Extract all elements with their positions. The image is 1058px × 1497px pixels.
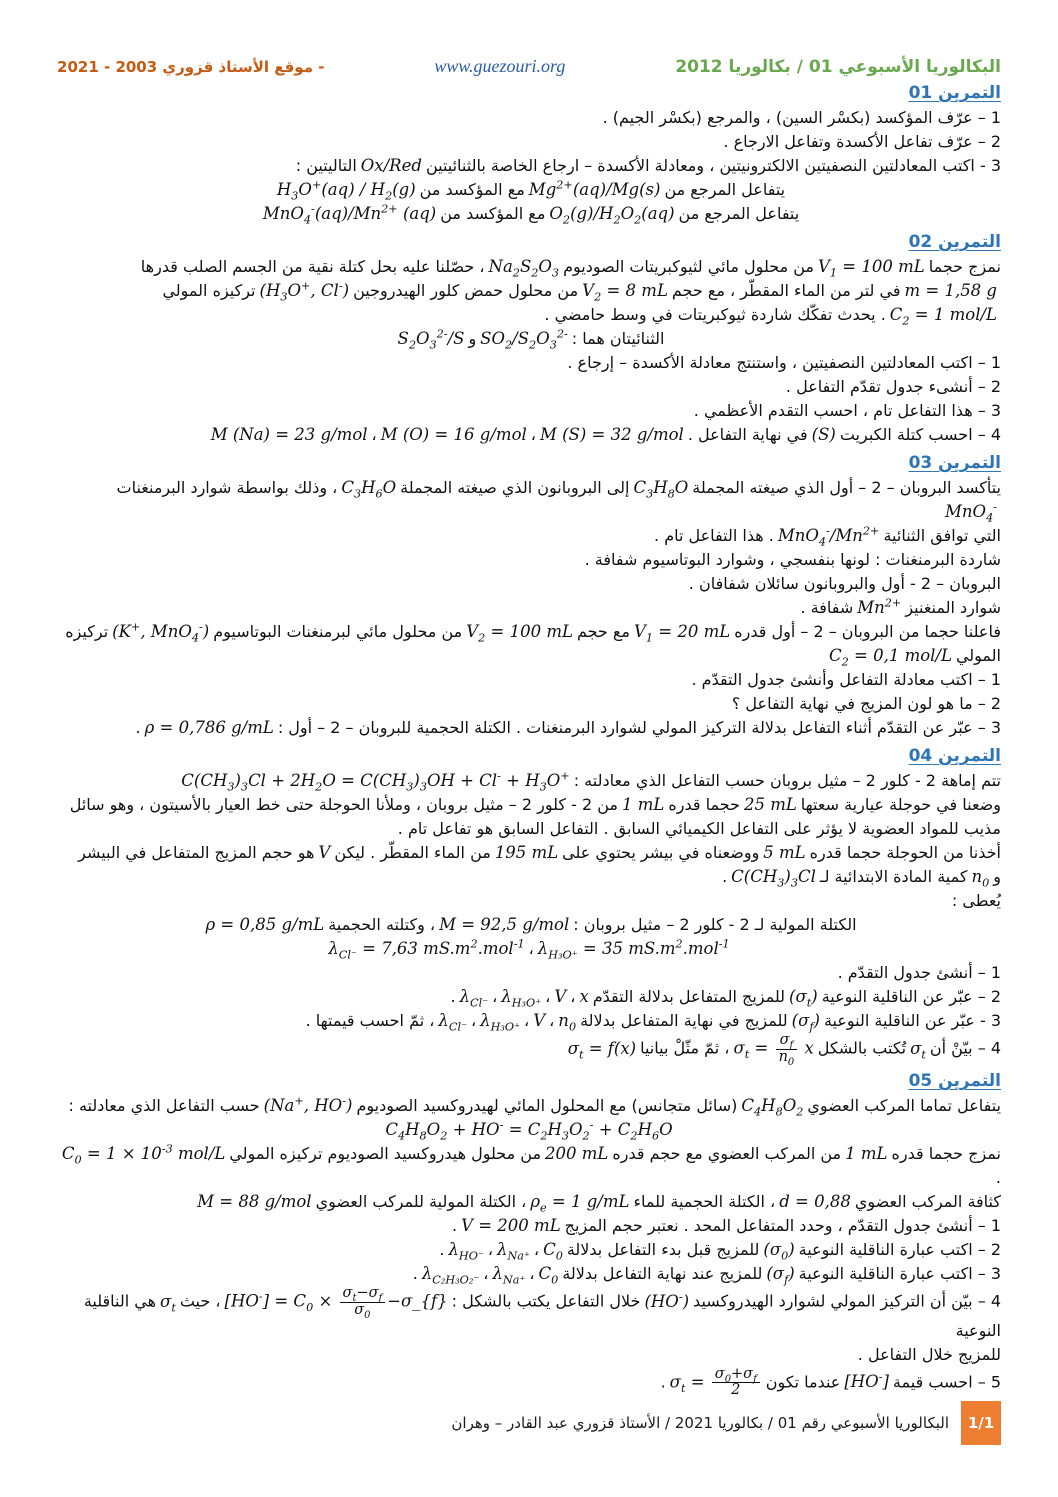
arabic-text: ، [487, 1240, 493, 1260]
arabic-text: ، حصّلنا عليه بحل كتلة نقية من الجسم الصلب قدرها [140, 257, 485, 276]
math-formula: $\sigma_t = f(x)$ [567, 1038, 637, 1061]
math-formula: $V_2 = 8$ mL [582, 281, 668, 304]
arabic-text: 3 – اكتب عبارة الناقلية النوعية [798, 1264, 1001, 1284]
math-formula: $\rho_e = 1$ g/mL [530, 1192, 630, 1215]
exercise-heading: التمرين 04 [908, 746, 1001, 766]
arabic-text: 2 – عبّر عن الناقلية النوعية [821, 987, 1001, 1006]
arabic-text: يُعطى : [951, 891, 1001, 910]
page-header [57, 56, 1001, 77]
exercise-section [57, 453, 1001, 740]
math-formula: (K+, MnO$_4$-) [112, 620, 210, 645]
arabic-text: ، [371, 425, 377, 444]
math-formula: $\lambda_{Na^+}$ [496, 1240, 530, 1263]
arabic-text: الثنائيتان هما : [571, 329, 665, 348]
arabic-text: 1 – أنشئ جدول التقدّم . [837, 963, 1001, 982]
arabic-text: أخذنا من الحوجلة حجما قدره [809, 843, 1001, 862]
exercise-heading: التمرين 03 [908, 453, 1001, 473]
arabic-text: شاردة البرمنغنات : لونها بنفسجي ، وشوارد البوتاسيوم شفافة . [584, 550, 1001, 569]
math-formula: d = 0,88 [779, 1192, 851, 1212]
math-formula: $\lambda_{Cl^-} = 7,63$ $mS.m^2.mol^{-1}$ [328, 937, 525, 962]
arabic-text: للمزيج خلال التفاعل . [857, 1344, 1001, 1364]
text-line [57, 1286, 1001, 1342]
text-line [57, 1118, 1001, 1142]
text-line [57, 1343, 1001, 1367]
arabic-text: هو حجم المزيج المتفاعل في البيشر [78, 843, 315, 862]
math-formula: ($H_3O^+$, Cl-) [259, 279, 350, 304]
math-formula: $C(CH_3)_3Cl$ [731, 867, 816, 890]
header-credit: - موقع الأستاذ قزوري 2003 - 2021 [57, 58, 325, 76]
arabic-text: من محلول مائي لثيوكبريتات الصوديوم [563, 257, 814, 276]
math-formula: $C(CH_3)_3Cl + 2H_2O = C(CH_3)_3OH + Cl^- + H_3O^+$ [181, 769, 570, 794]
math-formula: V = 200 mL [461, 1216, 561, 1236]
text-line [57, 692, 1001, 716]
math-formula: $V_1 = 100$ mL [817, 257, 925, 280]
text-line [57, 596, 1001, 620]
arabic-text: الكتلة المولية لـ 2 - كلور 2 – مثيل بروبان : [573, 915, 857, 934]
arabic-text: . [995, 1168, 1001, 1188]
arabic-text: 3 - اكتب المعادلتين النصفيتين الالكترونيتين ، ومعادلة الأكسدة – ارجاع الخاصة بالثنائيتين [425, 156, 1001, 175]
arabic-text: 5 – احسب قيمة [892, 1372, 1001, 1392]
text-line [57, 327, 1001, 351]
arabic-text: 1 – عرّف المؤكسد (بكسْر السين) ، والمرجع (بكسْر الجيم) . [602, 108, 1001, 127]
text-line [57, 255, 1001, 279]
text-line [57, 1032, 1001, 1068]
website-link[interactable]: www.guezouri.org [434, 56, 566, 76]
arabic-text: 4 – بيّن أن التركيز المولي لشوارد الهيدروكسيد [693, 1292, 1001, 1312]
arabic-text: 3 - عبّر عن الناقلية النوعية [823, 1011, 1001, 1030]
math-formula: V [533, 1011, 546, 1030]
arabic-text: مع حجم [576, 622, 630, 641]
text-line [57, 1190, 1001, 1214]
arabic-text: 2 – ما هو لون المزيج في نهاية التفاعل ؟ [731, 694, 1001, 713]
math-formula: $C_0 = 1 \times 10^{-3}$ mol/L [61, 1142, 226, 1167]
exercise-heading: التمرين 01 [908, 83, 1001, 103]
arabic-text: حسب التفاعل الذي معادلته : [68, 1096, 260, 1116]
text-line [57, 154, 1001, 178]
arabic-text: للمزيج المتفاعل بدلالة التقدّم [592, 987, 786, 1006]
text-line [57, 524, 1001, 548]
arabic-text: . [722, 867, 728, 886]
math-formula: $(\sigma_0)$ [763, 1240, 795, 1263]
math-formula: $H_3O^+(aq) / H_2(g)$ [276, 178, 416, 203]
exercise-heading: التمرين 02 [908, 232, 1001, 252]
math-formula: 25 mL [743, 795, 797, 814]
math-formula: V [318, 843, 331, 862]
arabic-text: المولي [955, 646, 1001, 665]
arabic-text: ووضعناه في بيشر يحتوي على [562, 843, 760, 862]
arabic-text: 1 – أنشئ جدول التقدّم ، وحدد المتفاعل المحد . نعتبر حجم المزيج [564, 1216, 1001, 1236]
math-formula: V [554, 987, 567, 1006]
exercise-section [57, 1071, 1001, 1399]
math-formula: m = 1,58 g [904, 281, 997, 300]
arabic-text: للمزيج عند نهاية التفاعل بدلالة [562, 1264, 763, 1284]
math-formula: $\sigma_t$ [160, 1292, 176, 1315]
arabic-text: مع المؤكسد من [419, 180, 525, 199]
text-line [57, 106, 1001, 130]
arabic-text: في لتر من الماء المقطّر ، مع حجم [671, 281, 901, 300]
arabic-text: ، [545, 987, 551, 1006]
math-formula: $V_1 = 20$ mL [633, 622, 731, 645]
arabic-text: ، [492, 987, 498, 1006]
arabic-text: من 2 - كلور 2 – مثيل بروبان ، وملأنا الحوجلة حتى خط العيار بالأسيتون ، وهو سائل [69, 795, 618, 814]
exercise-section [57, 746, 1001, 1068]
math-formula: $[HO^-] = C_0$ × $\frac{\sigma_t-\sigma_f}{\sigma_0}$ −σ_{f} [224, 1285, 448, 1321]
text-line [57, 1262, 1001, 1286]
text-line [57, 961, 1001, 985]
text-line [57, 178, 1001, 202]
arabic-text: شفافة . [800, 598, 854, 617]
math-formula: $\lambda_{Na^+}$ [492, 1264, 526, 1287]
arabic-text: تركيزه [65, 622, 109, 641]
text-line [57, 476, 1001, 524]
text-line [57, 423, 1001, 447]
arabic-text: ، ثمّ احسب قيمتها . [305, 1011, 435, 1030]
arabic-text: ، [549, 1011, 555, 1030]
math-formula: $(\sigma_f)$ [766, 1264, 795, 1287]
math-formula: $\sigma_t$ = $\frac{\sigma_0+\sigma_f}{2}$ [670, 1367, 762, 1399]
text-line [57, 572, 1001, 596]
arabic-text: . [450, 987, 456, 1006]
arabic-text: تتم إماهة 2 - كلور 2 – مثيل بروبان حسب التفاعل الذي معادلته : [573, 771, 1001, 790]
math-formula: 1 mL [845, 1144, 888, 1164]
arabic-text: يتفاعل المرجع من [678, 204, 800, 223]
arabic-text: 2 – أنشىء جدول تقدّم التفاعل . [785, 377, 1001, 396]
text-line [57, 817, 1001, 841]
math-formula: M (O) = 16 g/mol [380, 425, 527, 444]
math-formula: (HO-) [644, 1290, 690, 1312]
math-formula: $\sigma_t$ [910, 1038, 926, 1061]
math-formula: ρ = 0,85 g/mL [205, 915, 325, 934]
text-line [57, 841, 1001, 865]
arabic-text: مذيب للمواد العضوية لا يؤثر على التفاعل الكيميائي السابق . التفاعل السابق هو تفاعل تام . [397, 819, 1001, 838]
arabic-text: خلال التفاعل يكتب بالشكل : [451, 1292, 641, 1312]
arabic-text: ، وكتلته الحجمية [328, 915, 436, 934]
math-formula: 195 mL [494, 843, 559, 862]
arabic-text: ، حيث [179, 1292, 221, 1312]
arabic-text: وضعنا في حوجلة عيارية سعتها [800, 795, 1001, 814]
math-formula: $\lambda_{C_2H_3O_2^-}$ [421, 1264, 480, 1287]
page-footer [57, 1401, 1001, 1445]
text-line [57, 644, 1001, 668]
math-formula: $SO_2/S_2O_3^{2-}$ [480, 327, 568, 352]
arabic-text: في نهاية التفاعل . [687, 425, 808, 444]
arabic-text: للمزيج في نهاية المتفاعل بدلالة [580, 1011, 788, 1030]
header-title: البكالوريا الأسبوعي 01 / بكالوريا 2012 [675, 57, 1001, 77]
arabic-text: يتفاعل المرجع من [664, 180, 786, 199]
text-line [57, 865, 1001, 889]
math-formula: $C_3H_8O$ [633, 478, 689, 501]
text-line [57, 303, 1001, 327]
arabic-text: يتفاعل تماما المركب العضوي [807, 1096, 1001, 1116]
arabic-text: هي الناقلية النوعية [83, 1292, 1001, 1340]
arabic-text: كمية المادة الابتدائية لـ [819, 867, 968, 886]
arabic-text: 1 – اكتب المعادلتين النصفيتين ، واستنتج معادلة الأكسدة – إرجاع . [567, 353, 1001, 372]
arabic-text: . يحدث تفكّك شاردة ثيوكبريتات في وسط حامضي . [544, 305, 886, 324]
arabic-text: . [412, 1264, 418, 1284]
math-formula: $MnO_4^-(aq)/Mn^{2+}$ (aq) [262, 202, 437, 227]
arabic-text: . [451, 1216, 458, 1236]
text-line [57, 668, 1001, 692]
math-formula: ρ = 0,786 g/mL [144, 718, 274, 737]
text-line [57, 375, 1001, 399]
math-formula: $n_0$ [971, 867, 990, 890]
math-formula: $\lambda_{Cl^-}$ [459, 987, 489, 1010]
math-formula: (Na+, HO-) [263, 1094, 353, 1116]
arabic-text: ، [529, 1264, 535, 1284]
arabic-text: 1 – اكتب معادلة التفاعل وأنشئ جدول التقدّم . [691, 670, 1001, 689]
arabic-text: ، وذلك بواسطة شوارد البرمنغنات [116, 478, 338, 497]
arabic-text: يتأكسد البروبان – 2 – أول الذي صيغته المجملة [692, 478, 1001, 497]
text-line [57, 1238, 1001, 1262]
math-formula: $\lambda_{H_3O^+}$ [480, 1011, 521, 1034]
math-formula: $\lambda_{H_3O^+} = 35$ $mS.m^2.mol^{-1}$ [537, 937, 730, 962]
arabic-text: . [439, 1240, 445, 1260]
math-formula: MnO$_4$- [945, 500, 997, 525]
math-formula: $MnO_4^-/Mn^{2+}$ [777, 524, 880, 549]
math-formula: $Na_2S_2O_3$ [488, 257, 560, 280]
math-formula: (S) [811, 425, 836, 444]
text-line [57, 1142, 1001, 1190]
arabic-text: التاليتين : [295, 156, 357, 175]
text-line [57, 548, 1001, 572]
arabic-text: (سائل متجانس) مع المحلول المائي لهيدروكسيد الصوديوم [356, 1096, 738, 1116]
arabic-text: شوارد المنغنيز [905, 598, 1001, 617]
math-formula: $C_0$ [543, 1240, 563, 1263]
arabic-text: 4 – احسب كتلة الكبريت [839, 425, 1001, 444]
arabic-text: . [660, 1372, 666, 1392]
arabic-text: نمزج حجما [928, 257, 1001, 276]
math-formula: $C_3H_6O$ [341, 478, 397, 501]
math-formula: Ox/Red [360, 156, 422, 175]
arabic-text: فاعلنا حجما من البروبان – 2 – أول قدره [734, 622, 1001, 641]
arabic-text: كثافة المركب العضوي [854, 1192, 1001, 1212]
math-formula: $Mg^{2+}(aq)/Mg(s)$ [528, 178, 661, 199]
math-formula: $C_4H_8O_2 + HO^- = C_2H_3O_2^- + C_2H_6O$ [385, 1118, 673, 1143]
arabic-text: التي توافق الثنائية [883, 526, 1001, 545]
arabic-text: ، ثمّ مثّلْ بيانيا [640, 1038, 730, 1058]
arabic-text: ، الكتلة المولية للمركب العضوي [315, 1192, 527, 1212]
math-formula: $C_4H_8O_2$ [741, 1096, 804, 1119]
arabic-text: ، [530, 425, 536, 444]
arabic-text: مع المؤكسد من [440, 204, 546, 223]
text-line [57, 793, 1001, 817]
math-formula: $\sigma_t$ = $\frac{\sigma_f}{n_0}$ x [733, 1032, 814, 1068]
text-line [57, 202, 1001, 226]
math-formula: $(\sigma_f)$ [791, 1011, 820, 1034]
arabic-text: و [993, 867, 1001, 886]
math-formula: 200 mL [545, 1144, 609, 1164]
text-line [57, 889, 1001, 913]
arabic-text: تركيزه المولي [162, 281, 256, 300]
math-formula: M (S) = 32 g/mol [539, 425, 684, 444]
math-formula: M = 88 g/mol [197, 1192, 312, 1212]
arabic-text: ، [470, 1011, 477, 1030]
math-formula: $(\sigma_t)$ [789, 987, 818, 1010]
math-formula: $C_2 = 1$ mol/L [889, 305, 997, 328]
arabic-text: و [468, 329, 477, 348]
text-line [57, 351, 1001, 375]
arabic-text: 2 – عرّف تفاعل الأكسدة وتفاعل الارجاع . [723, 132, 1001, 151]
arabic-text: من الماء المقطّر . ليكن [334, 843, 491, 862]
math-formula: $V_2 = 100$ mL [466, 622, 573, 645]
text-line [57, 399, 1001, 423]
arabic-text: حجما قدره [668, 795, 740, 814]
arabic-text: من محلول هيدروكسيد الصوديوم تركيزه المولي [229, 1144, 542, 1164]
math-formula: x [579, 987, 589, 1006]
math-formula: $C_2 = 0,1$ mol/L [829, 646, 952, 669]
text-line [57, 1367, 1001, 1399]
arabic-text: 3 – هذا التفاعل تام ، احسب التقدم الأعظمي . [693, 401, 1001, 420]
text-line [57, 1214, 1001, 1238]
arabic-text: تُكتب بالشكل [817, 1038, 907, 1058]
arabic-text: ، [528, 939, 534, 958]
arabic-text: ، الكتلة الحجمية للماء [633, 1192, 776, 1212]
text-line [57, 130, 1001, 154]
math-formula: M = 92,5 g/mol [439, 915, 570, 934]
arabic-text: إلى البروبانون الذي صيغته المجملة [400, 478, 630, 497]
exercise-section [57, 232, 1001, 447]
text-line [57, 279, 1001, 303]
math-formula: $Mn^{2+}$ [857, 596, 902, 617]
text-line [57, 716, 1001, 740]
math-formula: $\lambda_{Cl^-}$ [438, 1011, 467, 1034]
math-formula: $S_2O_3^{2-}/S$ [397, 327, 465, 352]
arabic-text: نمزج حجما قدره [891, 1144, 1001, 1164]
arabic-text: للمزيج قبل بدء التفاعل بدلالة [566, 1240, 760, 1260]
math-formula: 5 mL [763, 843, 806, 862]
math-formula: M (Na) = 23 g/mol [210, 425, 368, 444]
exercises-container [57, 83, 1001, 1399]
text-line [57, 937, 1001, 961]
text-line [57, 620, 1001, 644]
arabic-text: ، [483, 1264, 489, 1284]
exercise-section [57, 83, 1001, 226]
arabic-text: عندما تكون [765, 1372, 841, 1392]
math-formula: $n_0$ [558, 1011, 577, 1034]
arabic-text: من محلول مائي لبرمنغنات البوتاسيوم [213, 622, 463, 641]
text-line [57, 985, 1001, 1009]
math-formula: 1 mL [622, 795, 665, 814]
math-formula: $\lambda_{HO^-}$ [448, 1240, 484, 1263]
arabic-text: ، [570, 987, 576, 1006]
arabic-text: . هذا التفاعل تام . [654, 526, 774, 545]
arabic-text: . [135, 718, 141, 737]
exercise-heading: التمرين 05 [908, 1071, 1001, 1092]
text-line [57, 1009, 1001, 1033]
arabic-text: 3 – عبّر عن التقدّم أثناء التفاعل بدلالة التركيز المولي لشوارد البرمنغنات . الكتلة الحجمية للبروبان – 2 – أول : [277, 718, 1001, 737]
math-formula: $O_2(g)/H_2O_2(aq)$ [549, 204, 675, 227]
arabic-text: البروبان – 2 - أول والبروبانون سائلان شفافان . [688, 574, 1001, 593]
arabic-text: 2 – اكتب عبارة الناقلية النوعية [798, 1240, 1001, 1260]
math-formula: $C_0$ [538, 1264, 559, 1287]
text-line [57, 913, 1001, 937]
footer-text: البكالوريا الأسبوعي رقم 01 / بكالوريا 2021 / الأستاذ قزوري عبد القادر – وهران [451, 1414, 949, 1432]
page-number-badge: 1/1 [961, 1401, 1001, 1445]
math-formula: [HO-] [844, 1370, 889, 1392]
math-formula: $\lambda_{H_3O^+}$ [501, 987, 542, 1010]
text-line [57, 769, 1001, 793]
text-line [57, 1094, 1001, 1118]
arabic-text: 4 – بيّنْ أن [929, 1038, 1001, 1058]
arabic-text: من المركب العضوي مع حجم قدره [612, 1144, 842, 1164]
arabic-text: من محلول حمض كلور الهيدروجين [353, 281, 579, 300]
arabic-text: ، [533, 1240, 540, 1260]
arabic-text: ، [524, 1011, 530, 1030]
